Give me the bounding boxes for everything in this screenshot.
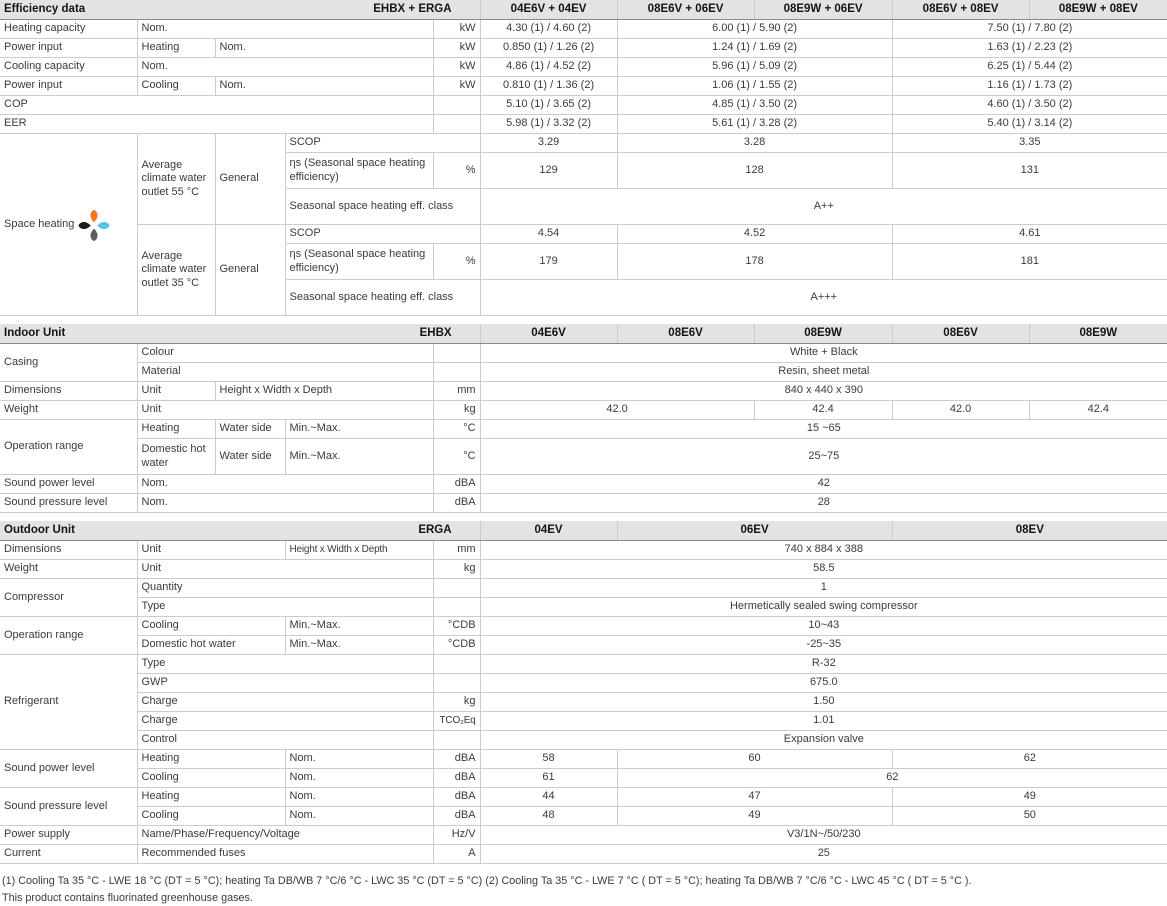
mode-cell: Heating: [137, 39, 215, 58]
row-eer: [0, 115, 1167, 134]
unit-cell: °CDB: [433, 636, 480, 655]
unit-cell: [433, 598, 480, 617]
value-cell: 3.29: [480, 134, 617, 153]
label-cell: EER: [0, 115, 433, 134]
label-cell: Weight: [0, 560, 137, 579]
value-cell: 1.16 (1) / 1.73 (2): [892, 77, 1167, 96]
label-cell: Weight: [0, 401, 137, 420]
unit-cell: dBA: [433, 788, 480, 807]
sub-label-cell: Nom.: [137, 494, 433, 513]
model-series-label: EHBX: [419, 326, 452, 339]
value-cell: 15 ~65: [480, 420, 1167, 439]
outlet-label-cell: Average climate water outlet 35 °C: [137, 225, 215, 316]
value-cell: A++: [480, 189, 1167, 225]
mode-cell: Heating: [137, 750, 285, 769]
row-sound-pressure: [0, 494, 1167, 513]
value-cell: 60: [617, 750, 892, 769]
value-cell: A+++: [480, 280, 1167, 316]
value-cell: 1.01: [480, 712, 1167, 731]
value-cell: 4.30 (1) / 4.60 (2): [480, 20, 617, 39]
label-cell: Sound pressure level: [0, 494, 137, 513]
value-cell: 0.850 (1) / 1.26 (2): [480, 39, 617, 58]
row-power-supply: [0, 826, 1167, 845]
section-title: Indoor Unit: [4, 326, 66, 339]
unit-cell: [433, 731, 480, 750]
value-cell: 5.40 (1) / 3.14 (2): [892, 115, 1167, 134]
row-compressor-quantity: [0, 579, 1167, 598]
label-cell: Operation range: [0, 617, 137, 655]
mode-cell: Cooling: [137, 617, 285, 636]
unit-cell: kW: [433, 39, 480, 58]
value-cell: 129: [480, 153, 617, 189]
scop-label-cell: SCOP: [285, 134, 480, 153]
space-heating-icon: [77, 207, 111, 244]
label-cell: Heating capacity: [0, 20, 137, 39]
column-header: 04EV: [480, 521, 617, 541]
sub-label-cell: Nom.: [285, 788, 433, 807]
section-title-cell: [0, 521, 480, 541]
value-cell: 47: [617, 788, 892, 807]
column-header: 08E6V: [892, 324, 1029, 344]
value-cell: 10~43: [480, 617, 1167, 636]
value-cell: 3.28: [617, 134, 892, 153]
mode-cell: Domestic hot water: [137, 636, 285, 655]
mode-cell: Cooling: [137, 807, 285, 826]
unit-cell: [433, 674, 480, 693]
column-header: 08E6V: [617, 324, 754, 344]
value-cell: 25: [480, 845, 1167, 864]
row-casing-material: [0, 363, 1167, 382]
label-cell: Operation range: [0, 420, 137, 475]
range-cell: Min.~Max.: [285, 420, 433, 439]
unit-cell: Hz/V: [433, 826, 480, 845]
unit-cell: kW: [433, 20, 480, 39]
indoor-header-row: [0, 324, 1167, 344]
label-cell: Sound power level: [0, 750, 137, 788]
detail-cell: Height x Width x Depth: [215, 382, 433, 401]
range-cell: Min.~Max.: [285, 636, 433, 655]
value-cell: 62: [617, 769, 1167, 788]
value-cell: R-32: [480, 655, 1167, 674]
footnote-line: This product contains fluorinated greenhouse gases.: [2, 891, 253, 904]
side-cell: Water side: [215, 420, 285, 439]
sub-label-cell: Nom.: [285, 750, 433, 769]
section-title: Efficiency data: [4, 2, 86, 15]
label-cell: Cooling capacity: [0, 58, 137, 77]
section-title: Outdoor Unit: [4, 523, 75, 536]
unit-cell: °CDB: [433, 617, 480, 636]
label-cell: Sound pressure level: [0, 788, 137, 826]
sub-label-cell: Unit: [137, 401, 433, 420]
value-cell: V3/1N~/50/230: [480, 826, 1167, 845]
sub-label-cell: Unit: [137, 382, 215, 401]
value-cell: 740 x 884 x 388: [480, 541, 1167, 560]
indoor-unit-table: [0, 324, 1167, 513]
unit-cell: [433, 96, 480, 115]
sub-label-cell: Unit: [137, 560, 433, 579]
unit-cell: mm: [433, 541, 480, 560]
label-cell: Refrigerant: [0, 655, 137, 750]
value-cell: 49: [617, 807, 892, 826]
mode-cell: Domestic hot water: [137, 439, 215, 475]
value-cell: 5.61 (1) / 3.28 (2): [617, 115, 892, 134]
row-refrigerant-control: [0, 731, 1167, 750]
value-cell: 49: [892, 788, 1167, 807]
sub-label-cell: Type: [137, 655, 433, 674]
unit-cell: kW: [433, 58, 480, 77]
row-power-input-cooling: [0, 77, 1167, 96]
column-header: 08E6V + 06EV: [617, 0, 754, 20]
row-refrigerant-type: [0, 655, 1167, 674]
unit-cell: [433, 363, 480, 382]
unit-cell: kg: [433, 560, 480, 579]
value-cell: Expansion valve: [480, 731, 1167, 750]
value-cell: 42.0: [480, 401, 754, 420]
efficiency-table: [0, 0, 1167, 316]
sub-label-cell: Nom.: [137, 20, 433, 39]
sub-label-cell: Charge: [137, 693, 433, 712]
column-header: 06EV: [617, 521, 892, 541]
mode-cell: Cooling: [137, 769, 285, 788]
eta-label-cell: ηs (Seasonal space heating efficiency): [285, 153, 433, 189]
unit-cell: kg: [433, 401, 480, 420]
value-cell: 42.4: [1029, 401, 1167, 420]
unit-cell: [433, 344, 480, 363]
value-cell: 1.50: [480, 693, 1167, 712]
unit-cell: A: [433, 845, 480, 864]
value-cell: 178: [617, 244, 892, 280]
row-refrigerant-gwp: [0, 674, 1167, 693]
unit-cell: mm: [433, 382, 480, 401]
value-cell: 1: [480, 579, 1167, 598]
label-cell: Dimensions: [0, 541, 137, 560]
value-cell: 4.60 (1) / 3.50 (2): [892, 96, 1167, 115]
unit-cell: dBA: [433, 750, 480, 769]
value-cell: 675.0: [480, 674, 1167, 693]
column-header: 04E6V: [480, 324, 617, 344]
unit-cell: %: [433, 244, 480, 280]
eta-label-cell: ηs (Seasonal space heating efficiency): [285, 244, 433, 280]
row-dimensions: [0, 541, 1167, 560]
row-power-input-heating: [0, 39, 1167, 58]
sub-label-cell: Colour: [137, 344, 433, 363]
value-cell: 5.96 (1) / 5.09 (2): [617, 58, 892, 77]
row-cooling-capacity: [0, 58, 1167, 77]
value-cell: -25~35: [480, 636, 1167, 655]
value-cell: 58: [480, 750, 617, 769]
value-cell: 5.98 (1) / 3.32 (2): [480, 115, 617, 134]
mode-cell: Heating: [137, 420, 215, 439]
unit-cell: kg: [433, 693, 480, 712]
sub-label-cell: Name/Phase/Frequency/Voltage: [137, 826, 433, 845]
range-cell: Min.~Max.: [285, 439, 433, 475]
value-cell: 42: [480, 475, 1167, 494]
outdoor-header-row: [0, 521, 1167, 541]
value-cell: 1.24 (1) / 1.69 (2): [617, 39, 892, 58]
sub-label-cell: Nom.: [285, 807, 433, 826]
sub-label-cell: Nom.: [215, 39, 433, 58]
model-series-label: ERGA: [418, 523, 452, 536]
value-cell: 48: [480, 807, 617, 826]
row-casing-colour: [0, 344, 1167, 363]
label-cell: Casing: [0, 344, 137, 382]
footnotes: [0, 873, 1167, 906]
value-cell: 181: [892, 244, 1167, 280]
row-compressor-type: [0, 598, 1167, 617]
value-cell: 58.5: [480, 560, 1167, 579]
column-header: 08E6V + 08EV: [892, 0, 1029, 20]
value-cell: 44: [480, 788, 617, 807]
row-operation-range-dhw: [0, 439, 1167, 475]
unit-cell: °C: [433, 420, 480, 439]
outdoor-unit-table: [0, 521, 1167, 864]
row-refrigerant-charge-kg: [0, 693, 1167, 712]
sub-label-cell: Unit: [137, 541, 285, 560]
column-header: 08E9W: [754, 324, 892, 344]
mode-cell: Cooling: [137, 77, 215, 96]
row-operation-range-cooling: [0, 617, 1167, 636]
value-cell: 7.50 (1) / 7.80 (2): [892, 20, 1167, 39]
unit-cell: dBA: [433, 475, 480, 494]
value-cell: 1.63 (1) / 2.23 (2): [892, 39, 1167, 58]
value-cell: Hermetically sealed swing compressor: [480, 598, 1167, 617]
section-title-cell: [0, 0, 480, 20]
column-header: 08E9W + 08EV: [1029, 0, 1167, 20]
unit-cell: dBA: [433, 807, 480, 826]
efficiency-header-row: [0, 0, 1167, 20]
mode-cell: Heating: [137, 788, 285, 807]
value-cell: White + Black: [480, 344, 1167, 363]
unit-cell: °C: [433, 439, 480, 475]
row-heating-capacity: [0, 20, 1167, 39]
value-cell: 42.0: [892, 401, 1029, 420]
unit-cell: %: [433, 153, 480, 189]
sub-label-cell: Charge: [137, 712, 433, 731]
label-cell: Power input: [0, 77, 137, 96]
unit-cell: [433, 115, 480, 134]
value-cell: 50: [892, 807, 1167, 826]
row-refrigerant-charge-tco2eq: [0, 712, 1167, 731]
sub-label-cell: Material: [137, 363, 433, 382]
range-cell: Min.~Max.: [285, 617, 433, 636]
value-cell: 4.61: [892, 225, 1167, 244]
sub-label-cell: Nom.: [215, 77, 433, 96]
general-cell: General: [215, 134, 285, 225]
label-cell: Power supply: [0, 826, 137, 845]
unit-cell: dBA: [433, 494, 480, 513]
value-cell: 4.54: [480, 225, 617, 244]
model-series-label: EHBX + ERGA: [373, 2, 452, 15]
sub-label-cell: Nom.: [285, 769, 433, 788]
label-cell: Sound power level: [0, 475, 137, 494]
value-cell: 1.06 (1) / 1.55 (2): [617, 77, 892, 96]
general-cell: General: [215, 225, 285, 316]
unit-cell: [433, 655, 480, 674]
value-cell: 0.810 (1) / 1.36 (2): [480, 77, 617, 96]
row-current: [0, 845, 1167, 864]
scop-label-cell: SCOP: [285, 225, 480, 244]
space-heating-label-cell: [0, 134, 137, 316]
footnote-line: (1) Cooling Ta 35 °C - LWE 18 °C (DT = 5 °C); heating Ta DB/WB 7 °C/6 °C - LWC 35 °C (DT = 5 °C) (2) Cooling Ta 35 °C - LWE 7 °C ( DT = 5 °C); heating Ta DB/WB 7 °C/6 °C - LWC 45 °C ( DT = 5 °C ).: [2, 875, 972, 887]
detail-cell: Height x Width x Depth: [285, 541, 433, 560]
row-sound-pressure-heating: [0, 788, 1167, 807]
label-cell: COP: [0, 96, 433, 115]
value-cell: 131: [892, 153, 1167, 189]
value-cell: 4.86 (1) / 4.52 (2): [480, 58, 617, 77]
sub-label-cell: Nom.: [137, 58, 433, 77]
row-cop: [0, 96, 1167, 115]
class-label-cell: Seasonal space heating eff. class: [285, 280, 480, 316]
value-cell: 128: [617, 153, 892, 189]
label-cell: Power input: [0, 39, 137, 58]
value-cell: 6.25 (1) / 5.44 (2): [892, 58, 1167, 77]
value-cell: 4.85 (1) / 3.50 (2): [617, 96, 892, 115]
column-header: 08E9W + 06EV: [754, 0, 892, 20]
row-operation-range-heating: [0, 420, 1167, 439]
column-header: 08EV: [892, 521, 1167, 541]
row-space-heating-scop-35: [0, 225, 1167, 244]
row-weight: [0, 560, 1167, 579]
sub-label-cell: Control: [137, 731, 433, 750]
row-sound-power-heating: [0, 750, 1167, 769]
row-operation-range-dhw: [0, 636, 1167, 655]
value-cell: 28: [480, 494, 1167, 513]
row-sound-power: [0, 475, 1167, 494]
sub-label-cell: GWP: [137, 674, 433, 693]
section-title-cell: [0, 324, 480, 344]
sub-label-cell: Nom.: [137, 475, 433, 494]
value-cell: 4.52: [617, 225, 892, 244]
class-label-cell: Seasonal space heating eff. class: [285, 189, 480, 225]
outlet-label-cell: Average climate water outlet 55 °C: [137, 134, 215, 225]
unit-cell: TCO₂Eq: [433, 712, 480, 731]
unit-cell: kW: [433, 77, 480, 96]
value-cell: 5.10 (1) / 3.65 (2): [480, 96, 617, 115]
value-cell: 840 x 440 x 390: [480, 382, 1167, 401]
unit-cell: [433, 579, 480, 598]
value-cell: 42.4: [754, 401, 892, 420]
value-cell: 62: [892, 750, 1167, 769]
value-cell: 3.35: [892, 134, 1167, 153]
value-cell: 179: [480, 244, 617, 280]
row-sound-power-cooling: [0, 769, 1167, 788]
label-cell: Dimensions: [0, 382, 137, 401]
space-heating-label: Space heating: [4, 217, 75, 230]
row-space-heating-scop-55: [0, 134, 1167, 153]
unit-cell: dBA: [433, 769, 480, 788]
column-header: 04E6V + 04EV: [480, 0, 617, 20]
label-cell: Current: [0, 845, 137, 864]
value-cell: 25~75: [480, 439, 1167, 475]
sub-label-cell: Recommended fuses: [137, 845, 433, 864]
value-cell: Resin, sheet metal: [480, 363, 1167, 382]
label-cell: Compressor: [0, 579, 137, 617]
row-dimensions: [0, 382, 1167, 401]
side-cell: Water side: [215, 439, 285, 475]
sub-label-cell: Quantity: [137, 579, 433, 598]
value-cell: 6.00 (1) / 5.90 (2): [617, 20, 892, 39]
column-header: 08E9W: [1029, 324, 1167, 344]
row-weight: [0, 401, 1167, 420]
value-cell: 61: [480, 769, 617, 788]
sub-label-cell: Type: [137, 598, 433, 617]
row-sound-pressure-cooling: [0, 807, 1167, 826]
